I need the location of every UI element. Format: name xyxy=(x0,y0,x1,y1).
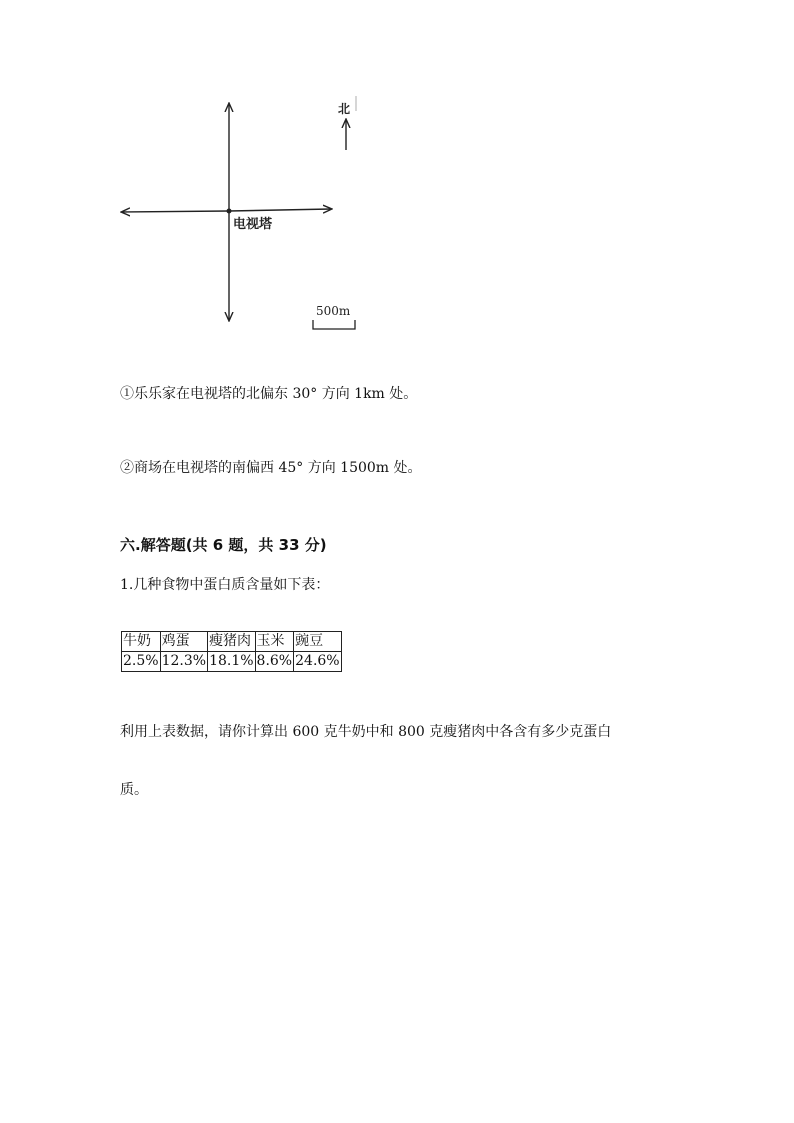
west-axis xyxy=(122,211,229,212)
table-header-row xyxy=(122,632,342,652)
table-cell: 豌豆 xyxy=(294,632,341,652)
north-label: 北 xyxy=(338,102,351,116)
compass-diagram xyxy=(0,0,794,360)
table-cell: 牛奶 xyxy=(122,632,161,652)
table-cell: 24.6% xyxy=(294,652,341,672)
table-cell: 鸡蛋 xyxy=(160,632,207,652)
protein-table xyxy=(121,631,342,672)
problem-1-intro: 1.几种食物中蛋白质含量如下表： xyxy=(120,577,330,593)
table-cell: 8.6% xyxy=(255,652,294,672)
problem-1-question-line-1: 利用上表数据，请你计算出 600 克牛奶中和 800 克瘦猪肉中各含有多少克蛋白 xyxy=(120,724,612,740)
section-title: 六.解答题(共 6 题，共 33 分) xyxy=(120,536,327,554)
table-cell: 18.1% xyxy=(208,652,255,672)
question-2: ②商场在电视塔的南偏西 45° 方向 1500m 处。 xyxy=(120,460,422,476)
table-row xyxy=(122,652,342,672)
scale-label: 500m xyxy=(316,304,351,318)
tv-tower-label: 电视塔 xyxy=(233,217,273,232)
scale-bar xyxy=(313,320,355,329)
question-1: ①乐乐家在电视塔的北偏东 30° 方向 1km 处。 xyxy=(120,386,418,402)
table-cell: 2.5% xyxy=(122,652,161,672)
tv-tower-point xyxy=(227,209,232,214)
east-axis xyxy=(229,209,331,211)
table-cell: 瘦猪肉 xyxy=(208,632,255,652)
table-cell: 玉米 xyxy=(255,632,294,652)
problem-1-question-line-2: 质。 xyxy=(120,782,148,798)
table-cell: 12.3% xyxy=(160,652,207,672)
